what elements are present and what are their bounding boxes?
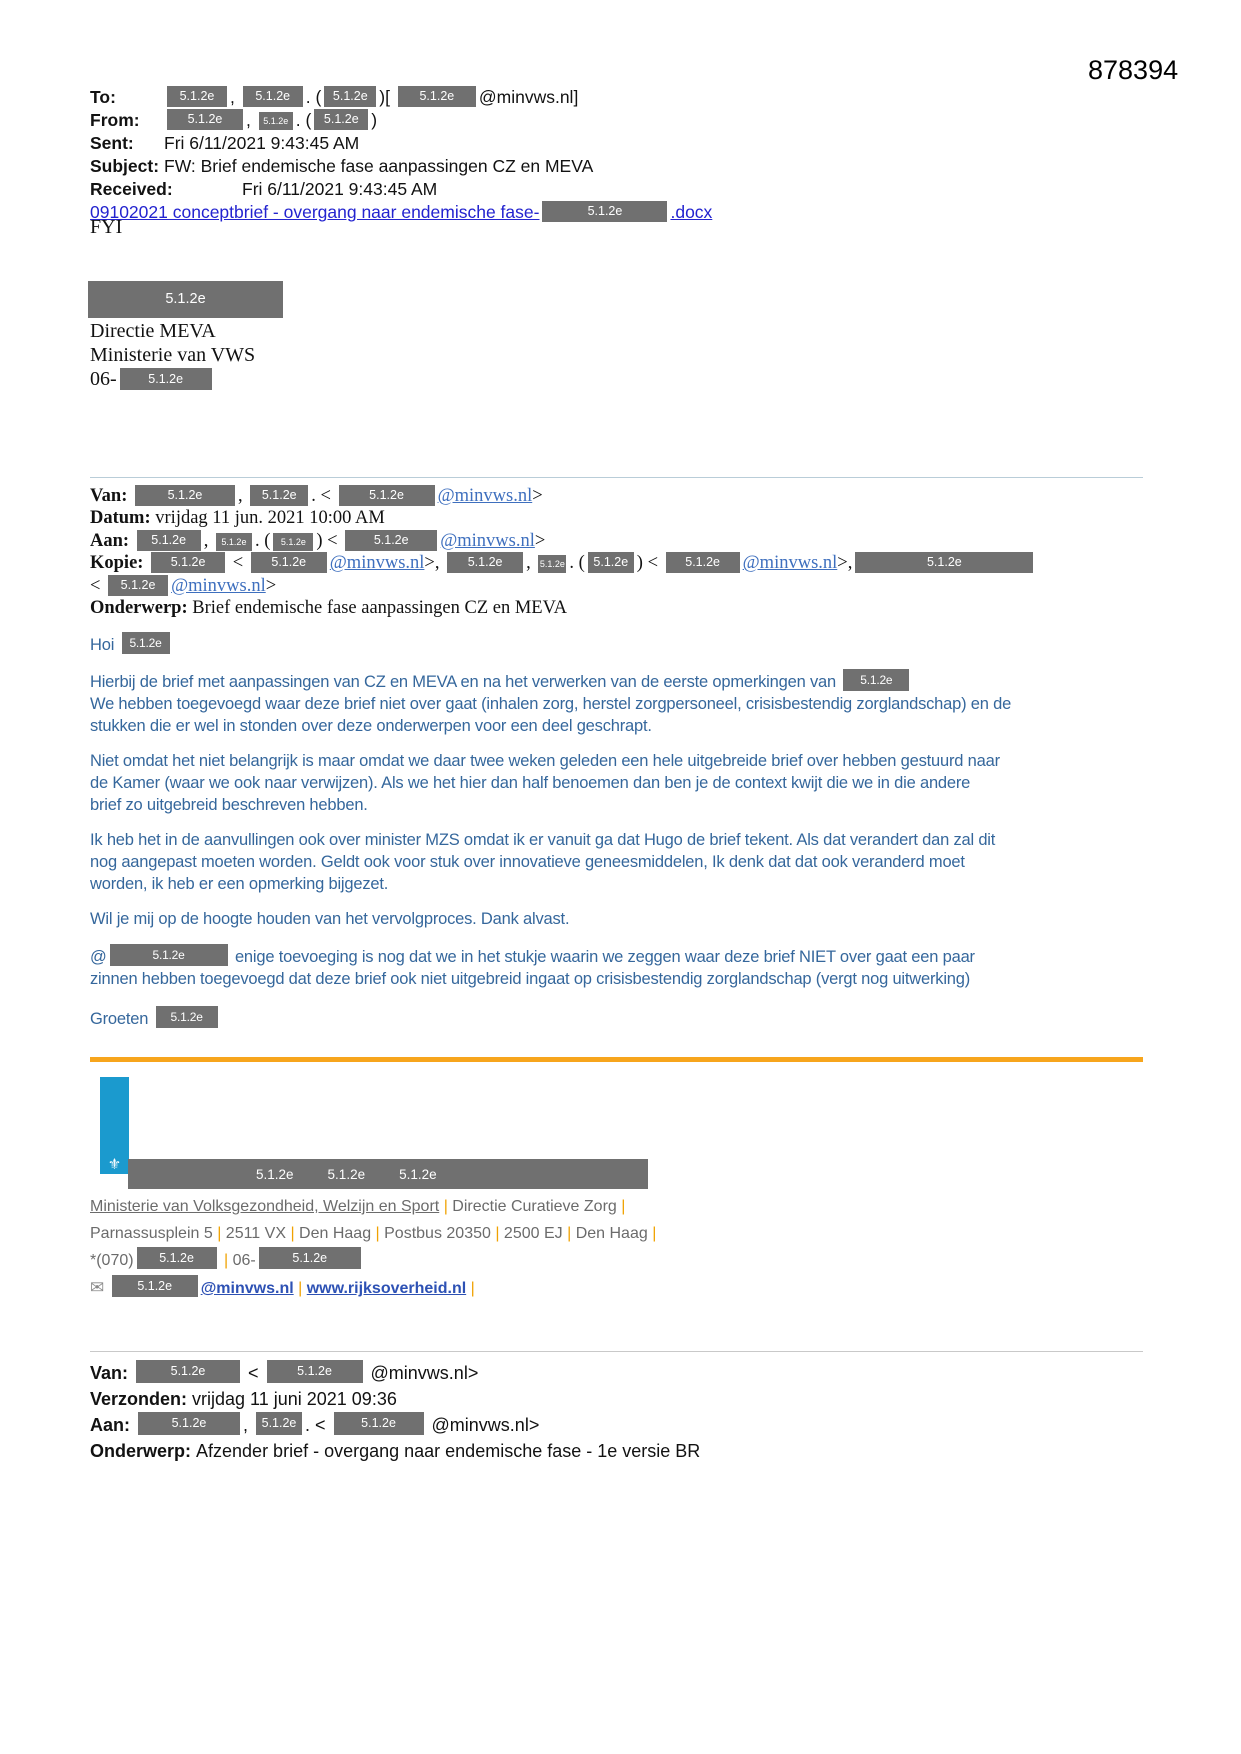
to-label: To: xyxy=(90,87,116,107)
link[interactable]: @minvws.nl xyxy=(742,553,838,574)
body-paragraph-1 xyxy=(90,669,1150,737)
subject-value xyxy=(164,155,593,178)
text: . < xyxy=(305,1415,331,1435)
text: Den Haag xyxy=(294,1225,376,1242)
text: @minvws.nl> xyxy=(365,1363,479,1383)
field-label: Aan: xyxy=(90,1415,135,1435)
redaction-box: 5.1.2e xyxy=(110,944,228,966)
pipe-separator: | xyxy=(290,1225,295,1242)
text: Hoi xyxy=(90,636,119,654)
from-value xyxy=(164,109,377,132)
pipe-separator: | xyxy=(375,1225,380,1242)
body-paragraph-2 xyxy=(90,750,1150,816)
field-label: Van: xyxy=(90,486,132,506)
subject-label: Subject: xyxy=(90,156,160,176)
redaction-box: 5.1.2e xyxy=(136,1360,240,1383)
text: *(070) xyxy=(90,1252,134,1269)
redaction-box: 5.1.2e xyxy=(334,1412,424,1435)
link[interactable]: @minvws.nl xyxy=(440,530,535,551)
text: zinnen hebben toegevoegd dat deze brief ook niet uitgebreid ingaat op crisisbestendig zorglandschap (vergt nog uitwerking) xyxy=(90,970,971,988)
text: < xyxy=(228,553,248,574)
redaction-box: 5.1.2e xyxy=(314,109,368,130)
redaction-box: 5.1.2e xyxy=(267,1360,363,1383)
header-row-sent xyxy=(90,132,712,155)
redaction-box: 5.1.2e xyxy=(259,112,293,130)
text: Fri 6/11/2021 9:43:45 AM xyxy=(242,179,438,199)
link[interactable]: .docx xyxy=(670,202,713,222)
footer-phone-line xyxy=(90,1247,656,1274)
from-label: From: xyxy=(90,110,140,130)
rijksoverheid-logo-ribbon xyxy=(100,1077,129,1174)
redaction-box: 5.1.2e xyxy=(156,1006,218,1028)
text: enige toevoeging is nog dat we in het stukje waarin we zeggen waar deze brief NIET over gaat een paar xyxy=(230,948,975,966)
attachment-link-row[interactable] xyxy=(90,201,712,224)
signature-directie: Directie MEVA xyxy=(90,320,216,342)
sent-value xyxy=(164,132,359,155)
field-label: Datum: xyxy=(90,507,156,528)
text: @minvws.nl] xyxy=(478,87,579,107)
text: 06- xyxy=(228,1252,256,1269)
redaction-box: 5.1.2e xyxy=(167,109,243,130)
pipe-separator: | xyxy=(495,1225,500,1242)
signature-redaction-block: 5.1.2e xyxy=(88,281,283,318)
text: 2511 VX xyxy=(221,1225,291,1242)
text: Wil je mij op de hoogte houden van het vervolgproces. Dank alvast. xyxy=(90,910,570,928)
text: Postbus 20350 xyxy=(379,1225,496,1242)
text: > xyxy=(265,576,277,597)
redaction-box: 5.1.2e xyxy=(250,485,308,506)
text: 2500 EJ xyxy=(499,1225,568,1242)
pipe-separator: | xyxy=(224,1252,229,1269)
text: worden, ik heb er een opmerking bijgezet. xyxy=(90,875,389,893)
text: 06- xyxy=(90,368,117,390)
text: . ( xyxy=(254,530,271,551)
received-label: Received: xyxy=(90,179,173,199)
text: nog aangepast moeten worden. Geldt ook voor stuk over innovatieve geneesmiddelen, Ik denk dat dat ook veranderd moet xyxy=(90,853,965,871)
text: , xyxy=(246,110,256,130)
text: , xyxy=(230,87,240,107)
text: . ( xyxy=(295,110,312,130)
header-row-from xyxy=(90,109,712,132)
text: , xyxy=(203,530,213,551)
redaction-box: 5.1.2e xyxy=(251,552,327,573)
redaction-box: 5.1.2e xyxy=(122,632,170,654)
ministry-footer xyxy=(90,1193,656,1302)
text: , xyxy=(243,1415,254,1435)
bottom-verzonden-line xyxy=(90,1387,700,1413)
redaction-box: 5.1.2e xyxy=(542,201,667,222)
text: , xyxy=(238,486,248,506)
redaction-box: 5.1.2e xyxy=(855,552,1033,573)
pipe-separator: | xyxy=(298,1280,303,1297)
pipe-separator: | xyxy=(217,1225,222,1242)
text: brief zo uitgebreid beschreven hebben. xyxy=(90,796,368,814)
redaction-box: 5.1.2e xyxy=(135,485,235,506)
redaction-box: 5.1.2e xyxy=(167,86,227,107)
redaction-box: 5.1.2e xyxy=(256,1166,294,1182)
field-label: Van: xyxy=(90,1363,134,1383)
text: ) xyxy=(371,110,378,130)
text: Brief endemische fase aanpassingen CZ en MEVA xyxy=(192,597,567,618)
text: . < xyxy=(311,486,336,506)
redaction-box: 5.1.2e xyxy=(256,1412,302,1435)
text: >, xyxy=(837,553,853,574)
footer-ministry-line xyxy=(90,1193,656,1220)
text: )[ xyxy=(379,87,395,107)
divider-line-top xyxy=(90,477,1143,478)
header-row-received xyxy=(90,178,712,201)
redaction-box: 5.1.2e xyxy=(216,533,252,551)
orange-divider-rule xyxy=(90,1057,1143,1062)
pipe-separator: | xyxy=(621,1198,626,1215)
link[interactable]: 09102021 conceptbrief - overgang naar endemische fase- xyxy=(90,202,540,222)
text: < xyxy=(90,576,106,597)
link[interactable]: @minvws.nl xyxy=(200,1280,294,1297)
footer-address-line xyxy=(90,1220,656,1247)
divider-line-bottom xyxy=(90,1351,1143,1352)
quoted-aan-line xyxy=(90,530,1036,553)
quoted-kopie-line xyxy=(90,552,1036,598)
body-paragraph-3 xyxy=(90,829,1150,895)
text: > xyxy=(532,486,543,506)
bottom-aan-line xyxy=(90,1412,700,1439)
redaction-box: 5.1.2e xyxy=(398,86,476,107)
quoted-datum-line xyxy=(90,508,1036,530)
body-paragraph-4 xyxy=(90,908,1150,930)
pipe-separator: | xyxy=(443,1198,448,1215)
footer-redaction-bar xyxy=(128,1159,648,1189)
text: Parnassusplein 5 xyxy=(90,1225,218,1242)
redaction-box: 5.1.2e xyxy=(588,552,634,573)
redaction-box: 5.1.2e xyxy=(273,533,313,551)
text: Groeten xyxy=(90,1010,153,1028)
text: Den Haag xyxy=(571,1225,653,1242)
pipe-separator: | xyxy=(567,1225,572,1242)
header-row-to xyxy=(90,86,712,109)
signature-ministerie: Ministerie van VWS xyxy=(90,344,256,366)
field-label: Verzonden: xyxy=(90,1388,193,1409)
rijksoverheid-crest-icon: ⚜ xyxy=(107,1156,122,1173)
text: . ( xyxy=(569,553,585,574)
text: > xyxy=(534,530,546,551)
redaction-box: 5.1.2e xyxy=(843,669,909,691)
text: @minvws.nl> xyxy=(426,1415,540,1435)
envelope-icon: ✉ xyxy=(90,1278,105,1297)
page-number: 878394 xyxy=(1088,55,1179,85)
bottom-onderwerp-line xyxy=(90,1439,700,1465)
redaction-box: 5.1.2e xyxy=(345,530,437,551)
link[interactable]: @minvws.nl xyxy=(437,486,533,506)
signature-block xyxy=(90,319,255,391)
signature-phone xyxy=(90,367,255,391)
email-header-top xyxy=(90,86,712,224)
text: Niet omdat het niet belangrijk is maar omdat we daar twee weken geleden een hele uitgebreide brief over hebben gestuurd naar xyxy=(90,752,1000,770)
text: Directie Curatieve Zorg xyxy=(447,1198,622,1215)
body-closing xyxy=(90,1006,1150,1030)
field-label: Onderwerp: xyxy=(90,1440,197,1461)
header-row-subject xyxy=(90,155,712,178)
redaction-box: 5.1.2e xyxy=(327,1166,366,1182)
text: de Kamer (waar we ook naar verwijzen). Als we het hier dan half benoemen dan ben je de context kwijt die we in die andere xyxy=(90,774,971,792)
text xyxy=(104,1280,108,1297)
quoted-email-header xyxy=(90,485,1036,620)
field-label: Aan: xyxy=(90,530,134,551)
redaction-box: 5.1.2e xyxy=(120,368,212,390)
redaction-box: 5.1.2e xyxy=(137,530,201,551)
link[interactable]: www.rijksoverheid.nl xyxy=(306,1280,467,1297)
field-label: Onderwerp: xyxy=(90,597,193,618)
pipe-separator: | xyxy=(470,1280,475,1297)
text: @ xyxy=(90,948,107,966)
sent-label: Sent: xyxy=(90,133,134,153)
field-label: Kopie: xyxy=(90,553,149,574)
body-greeting xyxy=(90,632,1150,656)
text: Afzender brief - overgang naar endemische fase - 1e versie BR xyxy=(196,1440,701,1461)
text: >, xyxy=(424,553,445,574)
text: , xyxy=(526,553,536,574)
text: ) < xyxy=(636,553,663,574)
to-value xyxy=(164,86,578,109)
bottom-van-line xyxy=(90,1360,700,1387)
redaction-box: 5.1.2e xyxy=(112,1275,198,1297)
redaction-box: 5.1.2e xyxy=(666,552,740,573)
redaction-box: 5.1.2e xyxy=(138,1412,240,1435)
footer-email-line xyxy=(90,1274,656,1302)
text: We hebben toegevoegd waar deze brief niet over gaat (inhalen zorg, herstel zorgpersoneel, crisisbestendig zorglandschap) en de xyxy=(90,695,1012,713)
quoted-van-line xyxy=(90,485,1036,508)
attachment-link[interactable] xyxy=(90,201,712,224)
quoted-email-header-2 xyxy=(90,1360,700,1464)
email-body xyxy=(90,632,1150,1043)
redaction-box: 5.1.2e xyxy=(151,552,225,573)
redaction-box: 5.1.2e xyxy=(324,86,376,107)
redaction-box: 5.1.2e xyxy=(243,86,303,107)
quoted-onderwerp-line xyxy=(90,598,1036,620)
redaction-box: 5.1.2e xyxy=(339,485,435,506)
pipe-separator: | xyxy=(652,1225,657,1242)
note-fyi: FYI xyxy=(90,216,123,238)
redaction-box: 5.1.2e xyxy=(399,1166,437,1182)
redaction-box: 5.1.2e xyxy=(259,1247,361,1269)
text: . ( xyxy=(305,87,322,107)
link[interactable]: @minvws.nl xyxy=(171,576,266,597)
underlined-text: Ministerie van Volksgezondheid, Welzijn en Sport xyxy=(90,1198,440,1215)
body-paragraph-5 xyxy=(90,944,1150,990)
text: stukken die er wel in stonden over deze onderwerpen voor een deel geschrapt. xyxy=(90,717,652,735)
text: ) < xyxy=(316,530,343,551)
text: vrijdag 11 jun. 2021 10:00 AM xyxy=(155,507,385,528)
text: vrijdag 11 juni 2021 09:36 xyxy=(192,1388,397,1409)
redaction-box: 5.1.2e xyxy=(538,555,566,573)
redaction-box: 5.1.2e xyxy=(108,575,168,596)
text: FW: Brief endemische fase aanpassingen CZ en MEVA xyxy=(164,156,594,176)
text: < xyxy=(243,1363,264,1383)
received-value xyxy=(164,178,437,201)
text: Fri 6/11/2021 9:43:45 AM xyxy=(164,133,360,153)
link[interactable]: @minvws.nl xyxy=(329,553,425,574)
text: Ik heb het in de aanvullingen ook over minister MZS omdat ik er vanuit ga dat Hugo de brief tekent. Als dat verandert dan zal dit xyxy=(90,831,996,849)
text: Hierbij de brief met aanpassingen van CZ en MEVA en na het verwerken van de eerste opmerkingen van xyxy=(90,673,841,691)
redaction-box: 5.1.2e xyxy=(447,552,523,573)
redaction-box: 5.1.2e xyxy=(137,1247,217,1269)
